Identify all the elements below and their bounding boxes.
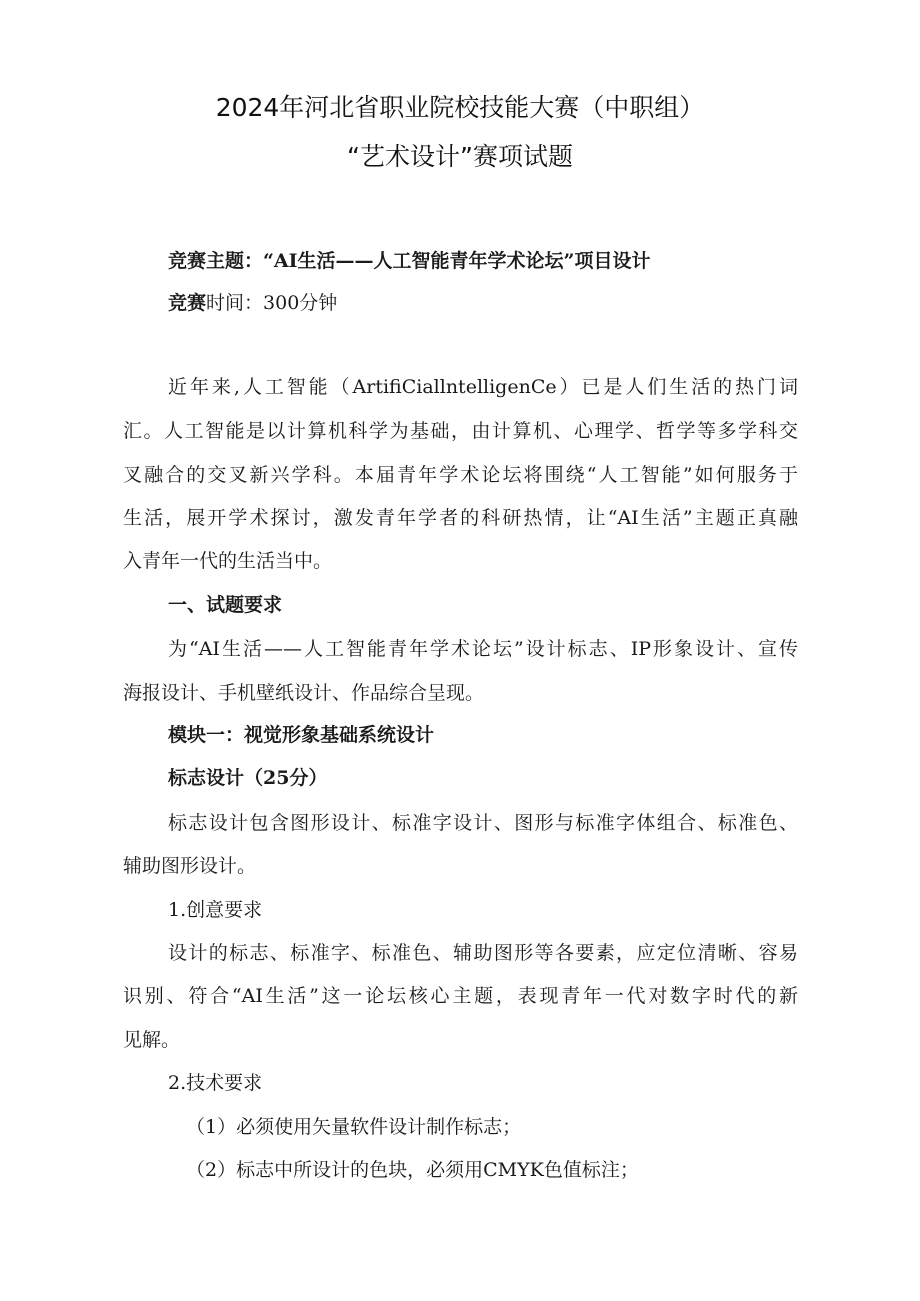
intro-line: 叉融合的交叉新兴学科。本届青年学术论坛将围绕“人工智能”如何服务于 [123, 464, 798, 486]
competition-time-label: 竞赛 [168, 292, 207, 314]
creative-line: 识别、符合“AI生活”这一论坛核心主题，表现青年一代对数字时代的新 [123, 985, 798, 1007]
module-1-heading: 模块一：视觉形象基础系统设计 [168, 724, 435, 746]
intro-line: 汇。人工智能是以计算机科学为基础，由计算机、心理学、哲学等多学科交 [123, 420, 798, 442]
section-heading-requirements: 一、试题要求 [168, 594, 283, 616]
competition-time-value: 时间：300分钟 [206, 292, 338, 314]
requirements-line: 为“AI生活——人工智能青年学术论坛”设计标志、IP形象设计、宣传 [168, 638, 798, 660]
creative-line: 设计的标志、标准字、标准色、辅助图形等各要素，应定位清晰、容易 [168, 942, 798, 964]
competition-theme: 竞赛主题：“AI生活——人工智能青年学术论坛”项目设计 [168, 250, 651, 272]
intro-line: 生活，展开学术探讨，激发青年学者的科研热情，让“AI生活”主题正真融 [123, 507, 798, 529]
document-title-line-2: “艺术设计”赛项试题 [347, 142, 573, 171]
logo-design-heading: 标志设计（25分） [168, 767, 328, 789]
creative-line: 见解。 [123, 1029, 181, 1051]
logo-design-line: 辅助图形设计。 [123, 855, 257, 877]
competition-time [168, 290, 337, 316]
logo-design-line: 标志设计包含图形设计、标准字设计、图形与标准字体组合、标准色、 [168, 812, 798, 834]
technical-item: （1）必须使用矢量软件设计制作标志； [186, 1116, 522, 1138]
technical-item: （2）标志中所设计的色块，必须用CMYK色值标注； [186, 1159, 639, 1181]
creative-requirements-heading: 1.创意要求 [168, 899, 263, 921]
technical-requirements-heading: 2.技术要求 [168, 1072, 263, 1094]
intro-line: 近年来,人工智能（ArtifiCiallntelligenCe）已是人们生活的热门词 [168, 376, 798, 398]
requirements-line: 海报设计、手机壁纸设计、作品综合呈现。 [123, 682, 485, 704]
intro-line: 入青年一代的生活当中。 [123, 550, 333, 572]
document-title-line-1: 2024年河北省职业院校技能大赛（中职组） [215, 93, 705, 122]
